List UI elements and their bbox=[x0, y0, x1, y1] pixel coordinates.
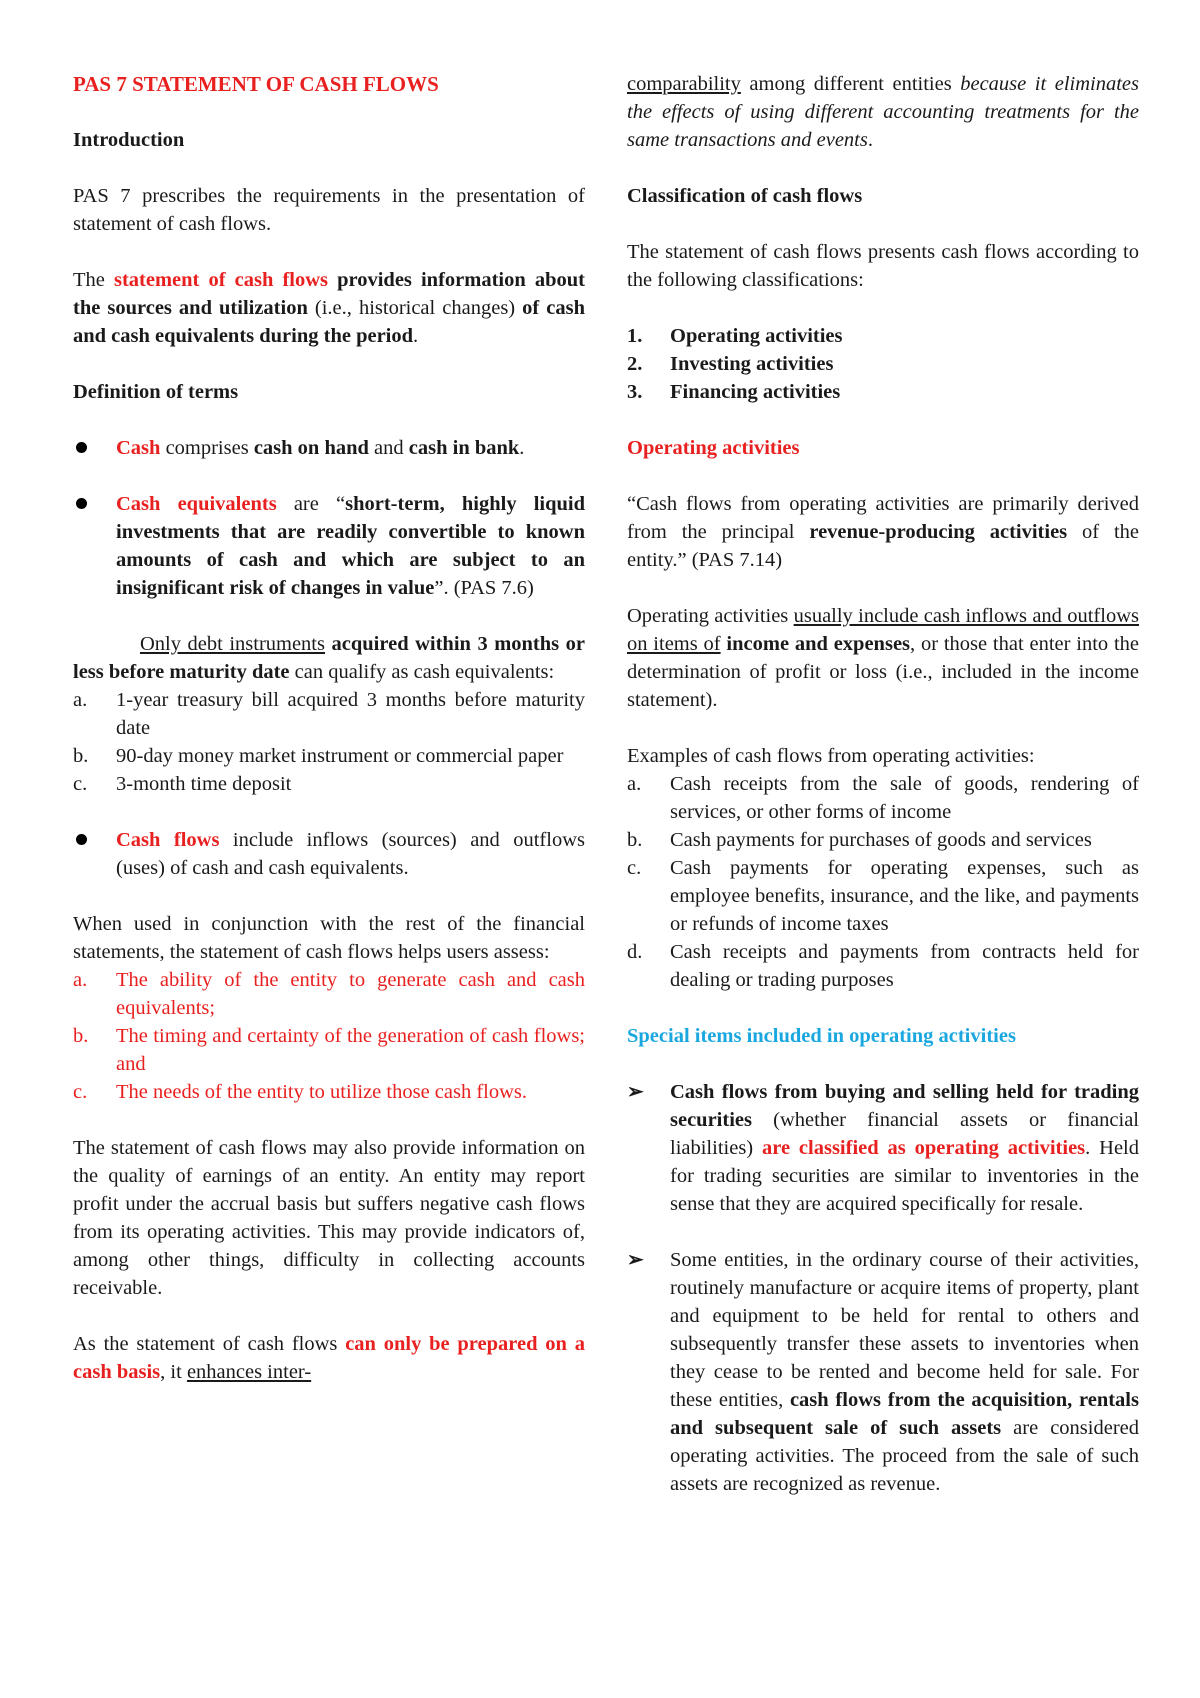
bullet-dot-icon bbox=[73, 434, 116, 462]
highlight-text: can only be prepared on a cash basis bbox=[73, 1333, 585, 1383]
highlight-term: statement of cash flows bbox=[113, 269, 328, 291]
list-marker: b. bbox=[73, 1025, 89, 1047]
text: can qualify as cash equivalents: bbox=[289, 661, 555, 683]
text: (i.e., historical changes) bbox=[307, 297, 523, 319]
list-item bbox=[73, 966, 585, 1022]
assess-list bbox=[73, 966, 585, 1106]
text: As the statement of cash flows bbox=[73, 1333, 346, 1355]
list-item bbox=[73, 1078, 585, 1106]
examples-list bbox=[627, 770, 1139, 994]
list-item bbox=[627, 770, 1139, 826]
list-text: Cash payments for purchases of goods and services bbox=[670, 829, 1092, 851]
comparability-paragraph bbox=[627, 70, 1139, 154]
classification-paragraph: The statement of cash flows presents cash flows according to the following classifications: bbox=[627, 241, 1139, 291]
text: The bbox=[73, 269, 114, 291]
text: are considered operating activities. The proceed from the sale of such assets are recognized as revenue. bbox=[670, 1417, 1140, 1495]
quality-of-earnings-paragraph: The statement of cash flows may also provide information on the quality of earnings of an entity. An entity may report profit under the accrual basis but suffers negative cash flows from its operating activities. This may provide indicators of, among other things, difficulty in collecting accounts receivable. bbox=[73, 1137, 585, 1299]
text: are “ bbox=[276, 493, 346, 515]
introduction-heading: Introduction bbox=[73, 129, 185, 151]
conjunction-paragraph: When used in conjunction with the rest of the financial statements, the statement of cash flows helps users assess: bbox=[73, 913, 585, 963]
text: ”. (PAS 7.6) bbox=[434, 577, 534, 599]
text: . bbox=[413, 325, 419, 347]
list-marker: a. bbox=[73, 689, 88, 711]
list-item bbox=[73, 686, 585, 742]
right-column bbox=[627, 70, 1139, 1498]
text: comprises bbox=[160, 437, 254, 459]
bold-text: of cash and cash equivalents during the period bbox=[73, 297, 585, 347]
intro-paragraph: PAS 7 prescribes the requirements in the presentation of statement of cash flows. bbox=[73, 185, 585, 235]
list-text: The ability of the entity to generate cash and cash equivalents; bbox=[116, 969, 585, 1019]
list-text: 3-month time deposit bbox=[116, 773, 292, 795]
underlined-text: usually include cash inflows and outflows on items of bbox=[627, 605, 1139, 655]
list-item bbox=[627, 350, 1139, 378]
classification-list bbox=[627, 322, 1139, 406]
debt-list bbox=[73, 686, 585, 798]
list-item bbox=[627, 938, 1139, 994]
term-cash-equivalents: Cash equivalents bbox=[116, 493, 277, 515]
debt-instruments-paragraph bbox=[73, 630, 585, 686]
bold-text: provides information about the sources and utilization bbox=[73, 269, 585, 319]
list-text: The timing and certainty of the generation of cash flows; and bbox=[116, 1025, 585, 1075]
special-item-rental-assets bbox=[627, 1246, 1139, 1498]
bold-text: income and expenses bbox=[726, 633, 911, 655]
definition-heading: Definition of terms bbox=[73, 381, 239, 403]
list-marker: 1. bbox=[627, 325, 643, 347]
text: include inflows (sources) and outflows (uses) of cash and cash equivalents. bbox=[116, 829, 585, 879]
list-marker: a. bbox=[73, 969, 88, 991]
text: among different entities bbox=[740, 73, 961, 95]
list-marker: c. bbox=[73, 1081, 88, 1103]
left-column bbox=[73, 70, 585, 1386]
list-text: 90-day money market instrument or commercial paper bbox=[116, 745, 564, 767]
list-text: Cash receipts and payments from contracts held for dealing or trading purposes bbox=[670, 941, 1139, 991]
list-text: 1-year treasury bill acquired 3 months before maturity date bbox=[116, 689, 585, 739]
operating-activities-heading: Operating activities bbox=[627, 437, 800, 459]
list-marker: d. bbox=[627, 941, 643, 963]
term-cash: Cash bbox=[116, 437, 161, 459]
list-marker: 3. bbox=[627, 381, 643, 403]
list-text: Financing activities bbox=[670, 381, 841, 403]
list-marker: c. bbox=[627, 857, 642, 879]
list-marker: b. bbox=[73, 745, 89, 767]
text: of the entity.” (PAS 7.14) bbox=[627, 521, 1139, 571]
list-marker: b. bbox=[627, 829, 643, 851]
list-item bbox=[73, 742, 585, 770]
list-marker: a. bbox=[627, 773, 642, 795]
italic-text: because it eliminates the effects of using different accounting treatments for the same transactions and events bbox=[627, 73, 1139, 151]
examples-intro: Examples of cash flows from operating activities: bbox=[627, 745, 1035, 767]
list-marker: c. bbox=[73, 773, 88, 795]
operating-includes-paragraph bbox=[627, 602, 1139, 714]
list-item bbox=[627, 378, 1139, 406]
statement-definition-paragraph bbox=[73, 266, 585, 350]
list-marker: 2. bbox=[627, 353, 643, 375]
text: (whether financial assets or financial liabilities) bbox=[670, 1109, 1139, 1159]
special-item-trading-securities bbox=[627, 1078, 1139, 1218]
list-item bbox=[73, 770, 585, 798]
list-item bbox=[627, 854, 1139, 938]
text: , or those that enter into the determination of profit or loss (i.e., included in the income statement). bbox=[627, 633, 1140, 711]
text: Some entities, in the ordinary course of their activities, routinely manufacture or acquire items of property, plant and equipment to be held for rental to others and subsequently transfer these assets to inventories when they cease to be rented and become held for sale. For these entities, bbox=[670, 1249, 1139, 1411]
text: , it bbox=[160, 1361, 187, 1383]
list-text: Cash receipts from the sale of goods, rendering of services, or other forms of income bbox=[670, 773, 1139, 823]
text: . bbox=[519, 437, 525, 459]
text: and bbox=[368, 437, 409, 459]
list-item bbox=[73, 1022, 585, 1078]
bold-text: short-term, highly liquid investments that are readily convertible to known amounts of cash and which are subject to an insignificant risk of changes in value bbox=[116, 493, 586, 599]
text: Operating activities bbox=[627, 605, 794, 627]
list-text: Operating activities bbox=[670, 325, 843, 347]
arrow-bullet-icon: ➢ bbox=[627, 1081, 644, 1103]
text: . Held for trading securities are similar to inventories in the sense that they are acquired specifically for resale. bbox=[670, 1137, 1139, 1215]
term-cash-flows: Cash flows bbox=[116, 829, 220, 851]
list-text: The needs of the entity to utilize those cash flows. bbox=[116, 1081, 528, 1103]
document-title: PAS 7 STATEMENT OF CASH FLOWS bbox=[73, 72, 439, 96]
underlined-text: enhances inter- bbox=[186, 1361, 312, 1383]
list-text: Cash payments for operating expenses, such as employee benefits, insurance, and the like, and payments or refunds of income taxes bbox=[670, 857, 1139, 935]
cash-flows-bullet bbox=[73, 826, 585, 882]
list-item bbox=[627, 826, 1139, 854]
cash-definition-bullet bbox=[73, 434, 585, 462]
cash-basis-paragraph bbox=[73, 1330, 585, 1386]
bold-text: acquired within 3 months or less before maturity date bbox=[73, 633, 586, 683]
underlined-text: comparability bbox=[627, 73, 741, 95]
bold-text: cash in bank bbox=[408, 437, 520, 459]
underlined-text: Only debt instruments bbox=[140, 633, 325, 655]
special-items-heading: Special items included in operating activities bbox=[627, 1025, 1016, 1047]
classification-heading: Classification of cash flows bbox=[627, 185, 863, 207]
highlight-text: are classified as operating activities bbox=[761, 1137, 1086, 1159]
arrow-bullet-icon: ➢ bbox=[627, 1249, 644, 1271]
bold-text: revenue-producing activities bbox=[809, 521, 1068, 543]
bullet-dot-icon bbox=[73, 490, 116, 518]
text: “Cash flows from operating activities are primarily derived from the principal bbox=[627, 493, 1139, 543]
list-text: Investing activities bbox=[670, 353, 834, 375]
bold-text: cash on hand bbox=[253, 437, 369, 459]
bold-text: cash flows from the acquisition, rentals and subsequent sale of such assets bbox=[670, 1389, 1139, 1439]
cash-equivalents-bullet bbox=[73, 490, 585, 602]
list-item bbox=[627, 322, 1139, 350]
bold-text: Cash flows from buying and selling held for trading securities bbox=[670, 1081, 1139, 1131]
text: . bbox=[867, 129, 873, 151]
bullet-dot-icon bbox=[73, 826, 116, 854]
operating-quote-paragraph bbox=[627, 490, 1139, 574]
